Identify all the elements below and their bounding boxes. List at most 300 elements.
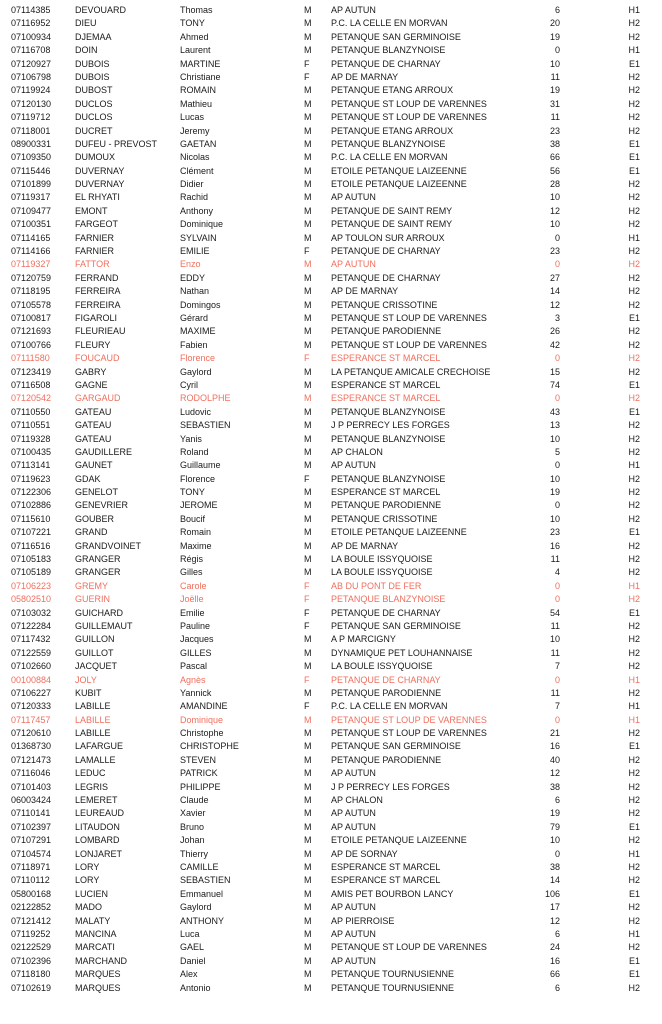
- club-name: PETANQUE DE CHARNAY: [331, 246, 441, 257]
- first-name: Nicolas: [180, 152, 210, 163]
- license-number: 07116952: [11, 18, 51, 29]
- list-row: [0, 566, 662, 579]
- points: 6: [554, 928, 560, 939]
- club-name: ESPERANCE ST MARCEL: [331, 393, 441, 404]
- club-name: AP DE SORNAY: [331, 848, 398, 859]
- category: H2: [628, 554, 640, 565]
- last-name: GAUDILLERE: [75, 446, 133, 457]
- list-row: [0, 339, 662, 352]
- list-row: [0, 191, 662, 204]
- points: 23: [549, 246, 560, 257]
- category: H2: [628, 98, 640, 109]
- club-name: AP AUTUN: [331, 192, 376, 203]
- list-row: [0, 874, 662, 887]
- last-name: DUCRET: [75, 125, 113, 136]
- license-number: 07102619: [11, 982, 52, 993]
- last-name: LAMALLE: [75, 754, 116, 765]
- points: 10: [549, 219, 560, 230]
- club-name: PETANQUE CRISSOTINE: [331, 299, 438, 310]
- category: H2: [628, 875, 640, 886]
- club-name: AB DU PONT DE FER: [331, 580, 422, 591]
- first-name: GILLES: [180, 647, 212, 658]
- first-name: SEBASTIEN: [180, 420, 231, 431]
- club-name: AP PIERROISE: [331, 915, 395, 926]
- license-number: 07116046: [11, 768, 51, 779]
- last-name: DUCLOS: [75, 98, 113, 109]
- license-number: 07118180: [11, 969, 51, 980]
- first-name: RODOLPHE: [180, 393, 231, 404]
- license-number: 07120759: [11, 272, 52, 283]
- club-name: PETANQUE SAN GERMINOISE: [331, 31, 461, 42]
- club-name: AP CHALON: [331, 446, 383, 457]
- list-row: [0, 406, 662, 419]
- sex: M: [304, 527, 312, 538]
- club-name: ESPERANCE ST MARCEL: [331, 379, 441, 390]
- category: H2: [628, 179, 640, 190]
- license-number: 07118195: [11, 286, 51, 297]
- list-row: [0, 794, 662, 807]
- license-number: 07110550: [11, 406, 51, 417]
- last-name: DUBOIS: [75, 58, 110, 69]
- last-name: LORY: [75, 875, 100, 886]
- points: 23: [549, 527, 560, 538]
- points: 0: [554, 500, 560, 511]
- points: 27: [549, 272, 560, 283]
- club-name: PETANQUE BLANZYNOISE: [331, 406, 446, 417]
- category: H2: [628, 353, 640, 364]
- club-name: PETANQUE DE CHARNAY: [331, 58, 441, 69]
- license-number: 01368730: [11, 741, 52, 752]
- category: H1: [628, 580, 640, 591]
- category: H2: [628, 754, 640, 765]
- first-name: JEROME: [180, 500, 218, 511]
- first-name: Thierry: [180, 848, 209, 859]
- last-name: DUVERNAY: [75, 179, 125, 190]
- last-name: GENEVRIER: [75, 500, 129, 511]
- club-name: PETANQUE DE SAINT REMY: [331, 219, 453, 230]
- club-name: PETANQUE ST LOUP DE VARENNES: [331, 942, 487, 953]
- license-number: 00100884: [11, 674, 52, 685]
- sex: M: [304, 312, 312, 323]
- sex: M: [304, 192, 312, 203]
- category: H2: [628, 982, 640, 993]
- category: E1: [628, 379, 640, 390]
- club-name: PETANQUE TOURNUSIENNE: [331, 982, 455, 993]
- club-name: ETOILE PETANQUE LAIZEENNE: [331, 179, 467, 190]
- first-name: Fabien: [180, 339, 208, 350]
- license-number: 07104574: [11, 848, 52, 859]
- last-name: GRAND: [75, 527, 108, 538]
- first-name: Clément: [180, 165, 214, 176]
- category: H2: [628, 915, 640, 926]
- points: 16: [549, 741, 560, 752]
- first-name: Christiane: [180, 71, 221, 82]
- last-name: GUILLEMAUT: [75, 620, 133, 631]
- license-number: 07105183: [11, 554, 52, 565]
- first-name: MARTINE: [180, 58, 221, 69]
- first-name: Laurent: [180, 45, 211, 56]
- first-name: Florence: [180, 473, 216, 484]
- sex: M: [304, 420, 312, 431]
- last-name: DUMOUX: [75, 152, 115, 163]
- license-number: 07120333: [11, 701, 52, 712]
- list-row: [0, 687, 662, 700]
- first-name: Bruno: [180, 821, 205, 832]
- list-row: [0, 486, 662, 499]
- license-number: 07100934: [11, 31, 52, 42]
- points: 66: [549, 152, 560, 163]
- category: E1: [628, 138, 640, 149]
- points: 14: [549, 286, 560, 297]
- last-name: LOMBARD: [75, 835, 120, 846]
- points: 10: [549, 58, 560, 69]
- points: 11: [550, 112, 560, 123]
- points: 14: [549, 875, 560, 886]
- points: 6: [554, 795, 560, 806]
- points: 106: [544, 888, 560, 899]
- license-number: 07102660: [11, 661, 52, 672]
- club-name: PETANQUE SAN GERMINOISE: [331, 620, 461, 631]
- points: 28: [549, 179, 560, 190]
- category: H2: [628, 433, 640, 444]
- club-name: AMIS PET BOURBON LANCY: [331, 888, 454, 899]
- last-name: FATTOR: [75, 259, 110, 270]
- last-name: LORY: [75, 862, 100, 872]
- last-name: GATEAU: [75, 406, 112, 417]
- points: 0: [554, 674, 560, 685]
- first-name: Daniel: [180, 955, 206, 966]
- club-name: PETANQUE ST LOUP DE VARENNES: [331, 112, 487, 123]
- last-name: FLEURIEAU: [75, 326, 126, 337]
- license-number: 07119623: [11, 473, 51, 484]
- first-name: Didier: [180, 179, 204, 190]
- list-row: [0, 915, 662, 928]
- sex: M: [304, 272, 312, 283]
- last-name: GRANGER: [75, 554, 121, 565]
- sex: M: [304, 152, 312, 163]
- license-number: 07105189: [11, 567, 52, 578]
- category: H2: [628, 286, 640, 297]
- list-row: [0, 982, 662, 995]
- sex: F: [304, 353, 310, 364]
- sex: M: [304, 45, 312, 56]
- first-name: EMILIE: [180, 246, 210, 257]
- list-row: [0, 540, 662, 553]
- category: H2: [628, 768, 640, 779]
- last-name: LONJARET: [75, 848, 123, 859]
- license-number: 02122529: [11, 942, 52, 953]
- list-row: [0, 4, 662, 17]
- license-number: 07119328: [11, 433, 51, 444]
- license-number: 07107291: [11, 835, 52, 846]
- last-name: LITAUDON: [75, 821, 120, 832]
- first-name: Domingos: [180, 299, 221, 310]
- license-number: 07117432: [11, 634, 51, 645]
- club-name: PETANQUE DE CHARNAY: [331, 272, 441, 283]
- last-name: LABILLE: [75, 728, 111, 739]
- license-number: 07121412: [11, 915, 52, 926]
- license-number: 07100351: [11, 219, 52, 230]
- category: H2: [628, 513, 640, 524]
- list-row: [0, 71, 662, 84]
- last-name: MARQUES: [75, 969, 121, 980]
- last-name: FOUCAUD: [75, 353, 120, 364]
- list-row: [0, 165, 662, 178]
- first-name: Luca: [180, 928, 200, 939]
- club-name: ESPERANCE ST MARCEL: [331, 862, 441, 872]
- sex: M: [304, 259, 312, 270]
- first-name: STEVEN: [180, 754, 217, 765]
- last-name: DUBOIS: [75, 71, 110, 82]
- sex: M: [304, 31, 312, 42]
- first-name: Dominique: [180, 714, 224, 725]
- first-name: Anthony: [180, 205, 214, 216]
- club-name: PETANQUE PARODIENNE: [331, 326, 442, 337]
- license-number: 07102396: [11, 955, 52, 966]
- category: H2: [628, 647, 640, 658]
- last-name: DUVERNAY: [75, 165, 125, 176]
- list-row: [0, 366, 662, 379]
- sex: M: [304, 138, 312, 149]
- last-name: DJEMAA: [75, 31, 112, 42]
- first-name: PATRICK: [180, 768, 218, 779]
- license-number: 07119924: [11, 85, 51, 96]
- first-name: TONY: [180, 487, 205, 498]
- category: E1: [628, 607, 640, 618]
- first-name: Régis: [180, 554, 204, 565]
- category: E1: [628, 955, 640, 966]
- category: H2: [628, 192, 640, 203]
- points: 38: [549, 862, 560, 872]
- last-name: MARCHAND: [75, 955, 128, 966]
- list-row: [0, 245, 662, 258]
- license-number: 07119327: [11, 259, 51, 270]
- license-number: 07122559: [11, 647, 52, 658]
- points: 40: [549, 754, 560, 765]
- category: H2: [628, 835, 640, 846]
- license-number: 07106223: [11, 580, 52, 591]
- points: 5: [554, 446, 560, 457]
- club-name: AP DE MARNAY: [331, 71, 399, 82]
- club-name: P.C. LA CELLE EN MORVAN: [331, 701, 448, 712]
- sex: M: [304, 205, 312, 216]
- category: E1: [628, 152, 640, 163]
- first-name: SYLVAIN: [180, 232, 217, 243]
- first-name: Xavier: [180, 808, 206, 819]
- category: H2: [628, 487, 640, 498]
- first-name: Pauline: [180, 620, 211, 631]
- list-row: [0, 781, 662, 794]
- club-name: ESPERANCE ST MARCEL: [331, 487, 441, 498]
- list-row: [0, 272, 662, 285]
- sex: M: [304, 379, 312, 390]
- license-number: 07116508: [11, 379, 51, 390]
- last-name: GATEAU: [75, 433, 112, 444]
- list-row: [0, 392, 662, 405]
- license-number: 07101403: [11, 781, 52, 792]
- license-number: 07109350: [11, 152, 52, 163]
- last-name: MALATY: [75, 915, 111, 926]
- club-name: AP AUTUN: [331, 808, 376, 819]
- list-row: [0, 955, 662, 968]
- sex: M: [304, 942, 312, 953]
- category: E1: [628, 888, 640, 899]
- points: 21: [549, 728, 560, 739]
- points: 10: [549, 835, 560, 846]
- sex: M: [304, 567, 312, 578]
- category: H2: [628, 540, 640, 551]
- points: 13: [549, 420, 560, 431]
- points: 11: [550, 554, 560, 565]
- sex: M: [304, 513, 312, 524]
- list-row: [0, 660, 662, 673]
- category: H1: [628, 848, 640, 859]
- sex: M: [304, 781, 312, 792]
- first-name: Nathan: [180, 286, 210, 297]
- first-name: Carole: [180, 580, 207, 591]
- first-name: CHRISTOPHE: [180, 741, 239, 752]
- first-name: GAETAN: [180, 138, 217, 149]
- list-row: [0, 125, 662, 138]
- club-name: PETANQUE BLANZYNOISE: [331, 433, 446, 444]
- category: H2: [628, 259, 640, 270]
- sex: M: [304, 661, 312, 672]
- last-name: KUBIT: [75, 687, 102, 698]
- first-name: Gaylord: [180, 902, 212, 913]
- club-name: LA BOULE ISSYQUOISE: [331, 554, 433, 565]
- list-row: [0, 727, 662, 740]
- sex: M: [304, 393, 312, 404]
- last-name: EMONT: [75, 205, 108, 216]
- first-name: Lucas: [180, 112, 205, 123]
- points: 0: [554, 353, 560, 364]
- license-number: 07114385: [11, 5, 51, 15]
- category: E1: [628, 165, 640, 176]
- category: H2: [628, 661, 640, 672]
- list-row: [0, 232, 662, 245]
- first-name: Gérard: [180, 312, 209, 323]
- club-name: A P MARCIGNY: [331, 634, 396, 645]
- points: 16: [549, 955, 560, 966]
- last-name: GRANGER: [75, 567, 121, 578]
- license-number: 07109477: [11, 205, 52, 216]
- category: H2: [628, 393, 640, 404]
- club-name: PETANQUE ST LOUP DE VARENNES: [331, 98, 487, 109]
- sex: M: [304, 219, 312, 230]
- points: 12: [549, 915, 560, 926]
- list-row: [0, 178, 662, 191]
- license-number: 07103032: [11, 607, 52, 618]
- license-number: 07114165: [11, 232, 51, 243]
- sex: M: [304, 795, 312, 806]
- last-name: GUILLOT: [75, 647, 114, 658]
- first-name: EDDY: [180, 272, 206, 283]
- first-name: Agnès: [180, 674, 206, 685]
- category: H2: [628, 500, 640, 511]
- first-name: Maxime: [180, 540, 212, 551]
- last-name: GARGAUD: [75, 393, 121, 404]
- sex: M: [304, 433, 312, 444]
- first-name: Johan: [180, 835, 205, 846]
- first-name: Mathieu: [180, 98, 213, 109]
- club-name: ETOILE PETANQUE LAIZEENNE: [331, 165, 467, 176]
- first-name: Dominique: [180, 219, 224, 230]
- category: E1: [628, 58, 640, 69]
- list-row: [0, 44, 662, 57]
- club-name: ESPERANCE ST MARCEL: [331, 875, 441, 886]
- points: 56: [549, 165, 560, 176]
- sex: F: [304, 473, 310, 484]
- list-row: [0, 218, 662, 231]
- sex: M: [304, 955, 312, 966]
- sex: M: [304, 634, 312, 645]
- sex: M: [304, 969, 312, 980]
- club-name: PETANQUE CRISSOTINE: [331, 513, 438, 524]
- last-name: FIGAROLI: [75, 312, 118, 323]
- club-name: AP AUTUN: [331, 955, 376, 966]
- license-number: 07100817: [11, 312, 52, 323]
- list-row: [0, 84, 662, 97]
- club-name: AP AUTUN: [331, 928, 376, 939]
- first-name: AMANDINE: [180, 701, 228, 712]
- sex: M: [304, 768, 312, 779]
- list-row: [0, 111, 662, 124]
- license-number: 06003424: [11, 795, 52, 806]
- sex: M: [304, 500, 312, 511]
- category: H1: [628, 714, 640, 725]
- list-row: [0, 700, 662, 713]
- license-number: 07116516: [11, 540, 51, 551]
- list-row: [0, 620, 662, 633]
- category: H2: [628, 85, 640, 96]
- list-row: [0, 138, 662, 151]
- list-row: [0, 807, 662, 820]
- license-number: 07121693: [11, 326, 52, 337]
- first-name: Ahmed: [180, 31, 209, 42]
- first-name: Roland: [180, 446, 209, 457]
- last-name: FERRAND: [75, 272, 119, 283]
- list-row: [0, 928, 662, 941]
- club-name: PETANQUE BLANZYNOISE: [331, 594, 446, 605]
- list-row: [0, 379, 662, 392]
- points: 10: [549, 433, 560, 444]
- last-name: JACQUET: [75, 661, 118, 672]
- club-name: PETANQUE BLANZYNOISE: [331, 473, 446, 484]
- last-name: LABILLE: [75, 714, 111, 725]
- points: 12: [549, 299, 560, 310]
- list-row: [0, 258, 662, 271]
- club-name: AP AUTUN: [331, 5, 376, 15]
- points: 11: [550, 687, 560, 698]
- list-row: [0, 848, 662, 861]
- list-row: [0, 888, 662, 901]
- list-row: [0, 285, 662, 298]
- first-name: ROMAIN: [180, 85, 216, 96]
- license-number: 07114166: [11, 246, 51, 257]
- category: H2: [628, 808, 640, 819]
- points: 24: [549, 942, 560, 953]
- club-name: AP AUTUN: [331, 821, 376, 832]
- list-row: [0, 459, 662, 472]
- last-name: GUICHARD: [75, 607, 124, 618]
- license-number: 07119712: [11, 112, 51, 123]
- club-name: PETANQUE DE SAINT REMY: [331, 205, 453, 216]
- sex: M: [304, 741, 312, 752]
- list-row: [0, 968, 662, 981]
- club-name: AP AUTUN: [331, 768, 376, 779]
- category: H2: [628, 125, 640, 136]
- list-row: [0, 767, 662, 780]
